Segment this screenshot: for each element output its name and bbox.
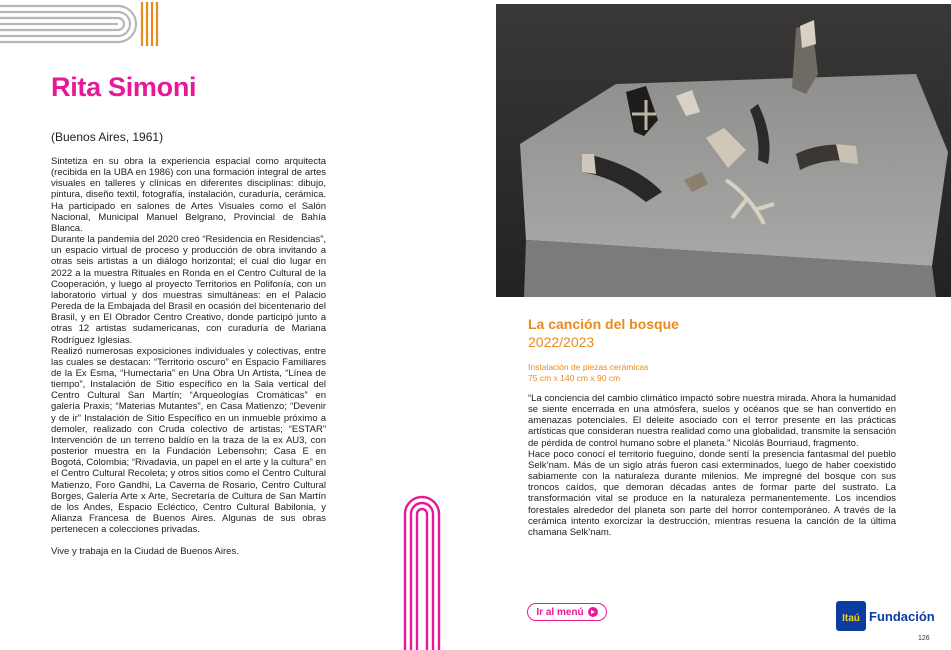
statement-paragraph: “La conciencia del cambio climático impactó sobre nuestra mirada. Ahora la humanidad se siente encerrada en una atmósfera, suelos y océanos que se han convertido en amenazas potenciales. El deleite asociado con el terror presente en las prácticas artísticas que consideran nuestra realidad como una globalidad, transmite la sensación de pérdida de control humano sobre el planeta.” Nicolás Bourriaud, fragmento. <box>528 393 896 449</box>
bio-paragraph: Realizó numerosas exposiciones individuales y colectivas, entre las cuales se destacan: “Territorio oscuro” en Espacio Familiares de la Ex Esma, “Humectaria” en Una Obra Un Artista, “Línea de tiempo”, Instalación de Sitio específico en la Sala vertical del Centro Cultural San Martín; “Arqueologías Cromáticas” en galería Praxis; “Materias Mutantes”, en Casa Matienzo; “Devenir y de ir” Instalación de Sitio Específico en un inmueble próximo a demoler, realizado con Cruda colectivo de artistas; “ESTAR” Intervención de un terreno baldío en la traza de la ex AU3, con posterior muestra en la Fundación Lebensohn; Casa E en Bogotá, Colombia; “Rivadavia, un papel en el arte y la cultura” en el Centro Cultural Recoleta; y otros sitios como el Centro Cultural Matienzo, Foro Gandhi, La Caverna de Rosario, Centro Cultural Borges, Galería Arte x Arte, Secretaría de Cultura de San Martín de los Andes, Espacio Ecléctico, Centro Cultural Babilonia, y Alianza Francesa de Buenos Aires. Algunas de sus obras pertenecen a colecciones privadas. <box>51 345 326 536</box>
artwork-dimensions: 75 cm x 140 cm x 90 cm <box>528 373 621 383</box>
itau-logo-icon <box>836 601 866 631</box>
ceramic-installation-image <box>496 4 951 297</box>
artwork-title: La canción del bosque <box>528 316 679 332</box>
artist-name: Rita Simoni <box>51 72 197 102</box>
itau-logo-wordmark: Itaú <box>842 613 860 624</box>
itau-fundacion-logo <box>836 601 935 631</box>
play-arrow-icon <box>588 607 598 617</box>
artist-statement <box>528 393 896 538</box>
bio-paragraph: Durante la pandemia del 2020 creó “Residencia en Residencias”, un espacio virtual de proceso y producción de obra invitando a otras seis artistas a un diálogo horizontal; el cual dio lugar en 2022 a la muestra Rituales en Ronda en el Centro Cultural de la Cooperación, y luego al proyecto Territorios en Polifonía, con un laboratorio virtual y dos muestras simultáneas: en el Palacio Pereda de la Embajada del Brasil en ocasión del bicentenario del Brasil, y en El Obrador Centro Creativo, donde participó junto a otras 12 artistas sudamericanas, con curaduría de Mariana Rodríguez Iglesias. <box>51 234 326 346</box>
menu-button-label: Ir al menú <box>536 606 584 618</box>
decorative-arches-graphic <box>402 494 442 650</box>
artist-biography <box>51 156 326 557</box>
bio-paragraph: Sintetiza en su obra la experiencia espacial como arquitecta (recibida en la UBA en 1986) con una formación integral de artes visuales en talleres y clínicas en diferentes disciplinas: dibujo, pintura, diseño textil, fotografía, instalación, curaduría, cerámica. Ha participado en salones de Artes Visuales como el Salón Nacional, Municipal Manuel Belgrano, Provincial de Bahía Blanca. <box>51 156 326 234</box>
artist-origin: (Buenos Aires, 1961) <box>51 130 164 144</box>
itau-logo-mark <box>836 601 866 631</box>
artwork-photo <box>496 4 951 297</box>
artwork-technique <box>528 362 648 384</box>
decorative-stripes-graphic <box>0 0 160 50</box>
page-number: 126 <box>918 635 930 642</box>
artwork-technique-text: Instalación de piezas cerámicas <box>528 362 649 372</box>
artwork-years: 2022/2023 <box>528 334 595 350</box>
statement-paragraph: Hace poco conocí el territorio fueguino, donde sentí la presencia fantasmal del pueblo Selk’nam. Más de un siglo atrás fueron casi exterminados, luego de haber coexistido sabiamente con la naturaleza durante milenios. Me impregné del bosque con sus troncos caídos, que demoran décadas antes de formar parte del sustrato. La transformación vital se produce en la naturaleza permanentemente. Los incendios forestales alrededor del planeta son parte del horror contemporáneo. A través de la cerámica intento exorcizar la destrucción, mientras resuena la canción de la última chamana Selk’nam. <box>528 448 896 538</box>
bio-paragraph: Vive y trabaja en la Ciudad de Buenos Aires. <box>51 546 239 558</box>
logo-text: Fundación <box>869 608 935 624</box>
go-to-menu-button[interactable] <box>527 603 607 621</box>
